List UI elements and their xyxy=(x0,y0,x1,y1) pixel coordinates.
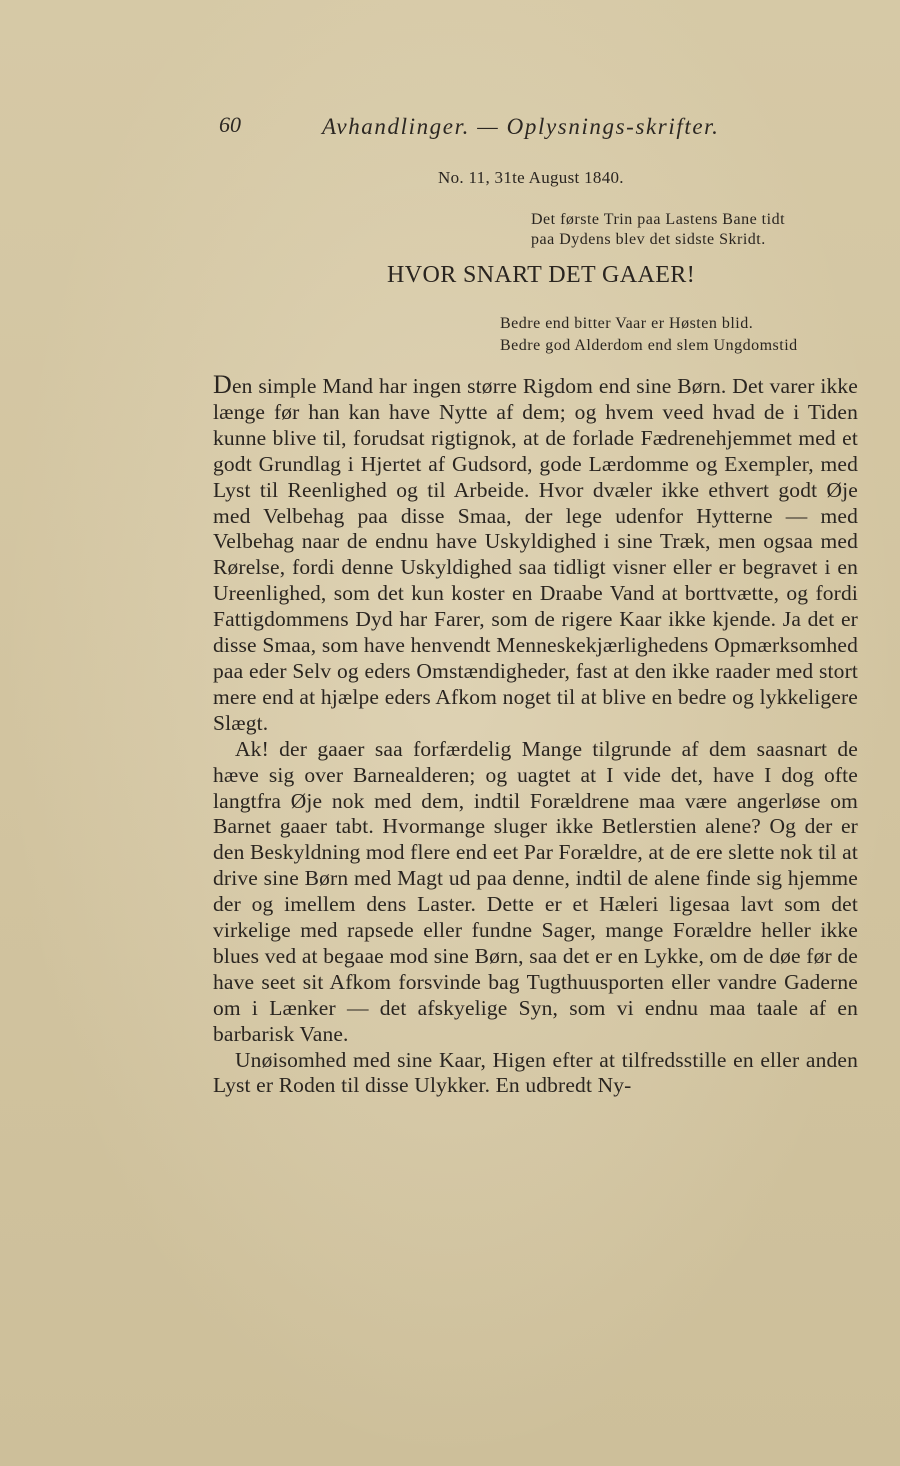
epigraph-bottom-line-1: Bedre end bitter Vaar er Høsten blid. xyxy=(500,315,754,332)
epigraph-top-line-2: paa Dydens blev det sidste Skridt. xyxy=(531,231,766,248)
paragraph-1 xyxy=(213,372,858,737)
paragraph-2: Ak! der gaaer saa forfærdelig Mange tilgrunde af dem saasnart de hæve sig over Barnealderen; og uagtet at I vide det, have I dog ofte langtfra Øje nok med dem, indtil Forældrene maa være angerløse om Barnet gaaer tabt. Hvormange sluger ikke Betlerstien alene? Og der er den Beskyldning mod flere end eet Par Forældre, at de ere slette nok til at drive sine Børn med Magt ud paa denne, indtil de alene finde sig hjemme der og imellem dens Laster. Dette er et Hæleri ligesaa lavt som det virkelige med rapsede eller fundne Sager, mange Forældre heller ikke blues ved at begaae mod sine Børn, saa det er en Lykke, om de døe før de have seet sit Afkom forsvinde bag Tugthuusporten eller vandre Gaderne om i Lænker — det afskyelige Syn, som vi endnu maa taale af en barbarisk Vane. xyxy=(213,736,858,1046)
initial-letter: D xyxy=(213,370,232,399)
article-title: HVOR SNART DET GAAER! xyxy=(387,262,696,288)
page-number: 60 xyxy=(219,112,241,137)
paragraph-1-text: en simple Mand har ingen større Rigdom end sine Børn. Det varer ikke længe før han kan have Nytte af dem; og hvem veed hvad de i Tiden kunne blive til, forudsat rigtignok, at de forlade Fædrenehjemmet med et godt Grundlag i Hjertet af Gudsord, gode Lærdomme og Exempler, med Lyst til Reenlighed og til Arbeide. Hvor dvæler ikke ethvert godt Øje med Velbehag paa disse Smaa, der lege udenfor Hytterne — med Velbehag naar de endnu have Uskyldighed i sine Træk, men ogsaa med Rørelse, fordi denne Uskyldighed saa tidligt visner eller er begravet i en Ureenlighed, som det kun koster en Draabe Vand at borttvætte, og fordi Fattigdommens Dyd har Farer, som de rigere Kaar ikke kjende. Ja det er disse Smaa, som have henvendt Menneskekjærlighedens Opmærksomhed paa eder Selv og eders Omstændigheder, fast at den ikke raader med stort mere end at hjælpe eders Afkom noget til at blive en bedre og lykkeligere Slægt. xyxy=(213,374,858,735)
epigraph-top-line-1: Det første Trin paa Lastens Bane tidt xyxy=(531,211,786,228)
epigraph-bottom-line-2: Bedre god Alderdom end slem Ungdomstid xyxy=(500,337,798,354)
issue-line: No. 11, 31te August 1840. xyxy=(438,168,624,187)
epigraph-top xyxy=(531,210,785,250)
paragraph-3: Unøisomhed med sine Kaar, Higen efter at tilfredsstille en eller anden Lyst er Roden til disse Ulykker. En udbredt Ny- xyxy=(213,1047,858,1098)
article-body xyxy=(213,372,858,1099)
epigraph-bottom xyxy=(500,313,798,357)
running-head: Avhandlinger. — Oplysnings-skrifter. xyxy=(322,114,720,139)
